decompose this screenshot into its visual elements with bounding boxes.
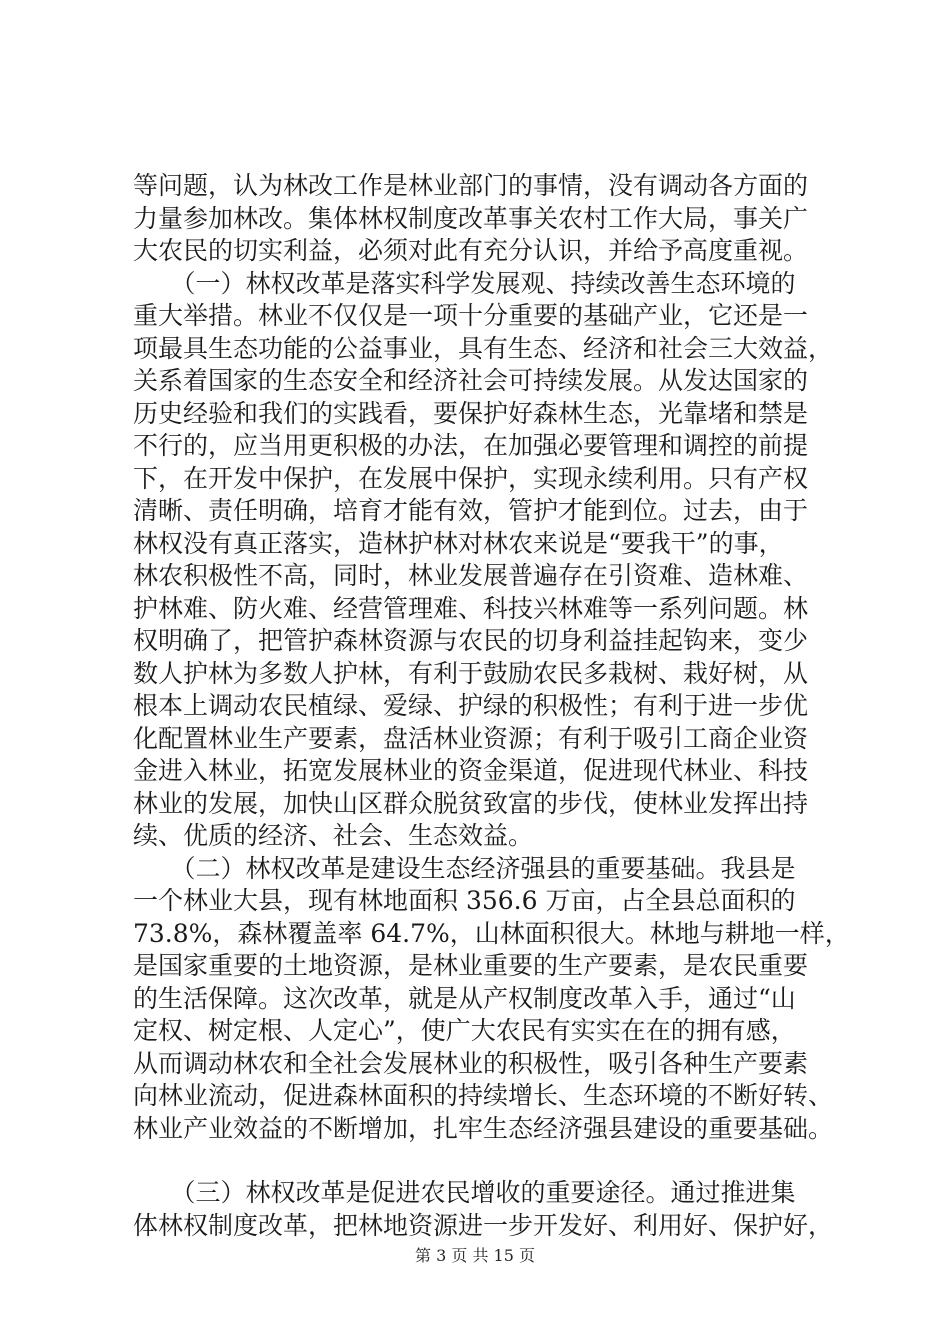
text-line: 大农民的切实利益，必须对此有充分认识，并给予高度重视。: [133, 236, 809, 265]
text-line: 数人护林为多数人护林，有利于鼓励农民多栽树、栽好树，从: [133, 658, 809, 688]
text-line: 是国家重要的土地资源，是林业重要的生产要素，是农民重要: [133, 951, 809, 980]
text-line: （三）林权改革是促进农民增收的重要途径。通过推进集: [133, 1178, 796, 1207]
text-line: 73.8%，森林覆盖率 64.7%，山林面积很大。林地与耕地一样，: [133, 918, 850, 948]
text-line: 化配置林业生产要素，盘活林业资源；有利于吸引工商企业资: [133, 723, 809, 753]
text-line: 力量参加林改。集体林权制度改革事关农村工作大局，事关广: [133, 203, 809, 233]
text-line: 金进入林业，拓宽发展林业的资金渠道，促进现代林业、科技: [133, 756, 809, 785]
text-line: 项最具生态功能的公益事业，具有生态、经济和社会三大效益，: [133, 333, 834, 363]
text-line: 向林业流动，促进森林面积的持续增长、生态环境的不断好转、: [133, 1081, 834, 1110]
text-line: 不行的，应当用更积极的办法，在加强必要管理和调控的前提: [133, 431, 809, 460]
text-line: 权明确了，把管护森林资源与农民的切身利益挂起钩来，变少: [133, 626, 809, 655]
text-line: 从而调动林农和全社会发展林业的积极性，吸引各种生产要素: [133, 1048, 809, 1078]
text-line: （二）林权改革是建设生态经济强县的重要基础。我县是: [133, 853, 796, 883]
text-line: 重大举措。林业不仅仅是一项十分重要的基础产业，它还是一: [133, 301, 809, 330]
text-line: 体林权制度改革，把林地资源进一步开发好、利用好、保护好，: [133, 1210, 834, 1240]
text-line: 的生活保障。这次改革，就是从产权制度改革入手，通过“山: [133, 983, 796, 1013]
page-footer: 第 3 页 共 15 页: [415, 1246, 535, 1265]
text-line: 续、优质的经济、社会、生态效益。: [133, 821, 534, 850]
text-line: （一）林权改革是落实科学发展观、持续改善生态环境的: [133, 268, 796, 298]
text-line: 林业的发展，加快山区群众脱贫致富的步伐，使林业发挥出持: [133, 788, 809, 818]
text-line: 定权、树定根、人定心”，使广大农民有实实在在的拥有感，: [133, 1016, 796, 1045]
text-line: 护林难、防火难、经营管理难、科技兴林难等一系列问题。林: [133, 593, 809, 623]
text-line: 根本上调动农民植绿、爱绿、护绿的积极性；有利于进一步优: [133, 691, 809, 720]
paragraph-gap: [133, 1145, 833, 1177]
text-line: 等问题，认为林改工作是林业部门的事情，没有调动各方面的: [133, 171, 809, 200]
text-line: 林农积极性不高，同时，林业发展普遍存在引资难、造林难、: [133, 561, 809, 590]
text-line: 一个林业大县，现有林地面积 356.6 万亩，占全县总面积的: [133, 886, 796, 915]
text-line: 下，在开发中保护，在发展中保护，实现永续利用。只有产权: [133, 463, 809, 493]
text-line: 关系着国家的生态安全和经济社会可持续发展。从发达国家的: [133, 366, 809, 395]
body-text: [133, 170, 850, 1242]
text-line: 林业产业效益的不断增加，扎牢生态经济强县建设的重要基础。: [133, 1113, 834, 1143]
text-line: 林权没有真正落实，造林护林对林农来说是“要我干”的事，: [133, 528, 784, 558]
text-line: 清晰、责任明确，培育才能有效，管护才能到位。过去，由于: [133, 496, 809, 525]
text-line: 历史经验和我们的实践看，要保护好森林生态，光靠堵和禁是: [133, 398, 809, 428]
